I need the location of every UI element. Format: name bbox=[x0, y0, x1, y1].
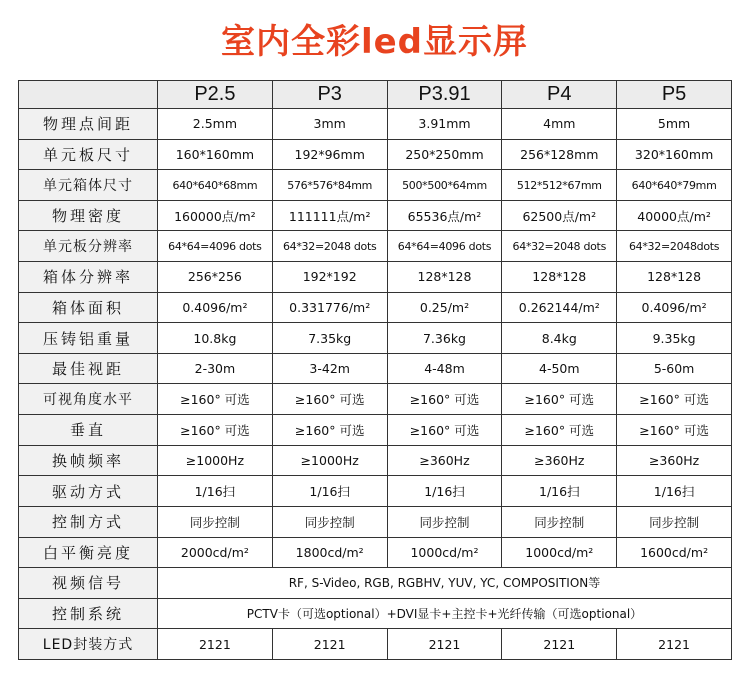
table-cell: ≥1000Hz bbox=[158, 445, 273, 476]
table-cell: 576*576*84mm bbox=[272, 170, 387, 201]
table-cell: 1000cd/m² bbox=[387, 537, 502, 568]
table-cell: 7.36kg bbox=[387, 323, 502, 354]
table-cell: 4-50m bbox=[502, 353, 617, 384]
row-label: LED封装方式 bbox=[19, 629, 158, 660]
row-label: 控制系统 bbox=[19, 598, 158, 629]
table-cell: 7.35kg bbox=[272, 323, 387, 354]
table-cell: ≥160° 可选 bbox=[158, 415, 273, 446]
table-cell: 2000cd/m² bbox=[158, 537, 273, 568]
table-cell: ≥160° 可选 bbox=[617, 415, 732, 446]
table-cell: ≥160° 可选 bbox=[502, 384, 617, 415]
header-corner-cell bbox=[19, 81, 158, 109]
table-cell: 0.25/m² bbox=[387, 292, 502, 323]
table-cell: 1000cd/m² bbox=[502, 537, 617, 568]
table-cell: 5mm bbox=[617, 109, 732, 140]
table-cell: 128*128 bbox=[502, 262, 617, 293]
table-cell: 2-30m bbox=[158, 353, 273, 384]
table-cell: 640*640*79mm bbox=[617, 170, 732, 201]
table-cell: 160*160mm bbox=[158, 139, 273, 170]
table-cell: 1/16扫 bbox=[387, 476, 502, 507]
table-cell: 0.4096/m² bbox=[617, 292, 732, 323]
table-cell: 2121 bbox=[387, 629, 502, 660]
table-cell: 3mm bbox=[272, 109, 387, 140]
table-row bbox=[19, 139, 732, 170]
table-row bbox=[19, 353, 732, 384]
row-label: 物理密度 bbox=[19, 200, 158, 231]
table-cell: ≥160° 可选 bbox=[272, 384, 387, 415]
row-label: 换帧频率 bbox=[19, 445, 158, 476]
table-cell: 同步控制 bbox=[387, 506, 502, 537]
row-label: 单元板尺寸 bbox=[19, 139, 158, 170]
table-cell: 64*64=4096 dots bbox=[387, 231, 502, 262]
table-cell: 64*32=2048 dots bbox=[502, 231, 617, 262]
table-span-cell: RF, S-Video, RGB, RGBHV, YUV, YC, COMPOSITION等 bbox=[158, 568, 732, 599]
row-label: 控制方式 bbox=[19, 506, 158, 537]
row-label: 白平衡亮度 bbox=[19, 537, 158, 568]
row-label: 物理点间距 bbox=[19, 109, 158, 140]
table-cell: ≥360Hz bbox=[502, 445, 617, 476]
table-cell: 9.35kg bbox=[617, 323, 732, 354]
table-row bbox=[19, 323, 732, 354]
table-cell: 64*64=4096 dots bbox=[158, 231, 273, 262]
table-row bbox=[19, 506, 732, 537]
column-header: P3 bbox=[272, 81, 387, 109]
table-cell: 1/16扫 bbox=[158, 476, 273, 507]
row-label: 驱动方式 bbox=[19, 476, 158, 507]
table-row bbox=[19, 537, 732, 568]
table-row bbox=[19, 292, 732, 323]
table-cell: 同步控制 bbox=[272, 506, 387, 537]
table-cell: 192*96mm bbox=[272, 139, 387, 170]
table-row bbox=[19, 629, 732, 660]
table-cell: 1/16扫 bbox=[272, 476, 387, 507]
table-cell: 256*256 bbox=[158, 262, 273, 293]
table-cell: 10.8kg bbox=[158, 323, 273, 354]
table-cell: 2121 bbox=[617, 629, 732, 660]
column-header: P5 bbox=[617, 81, 732, 109]
row-label: 视频信号 bbox=[19, 568, 158, 599]
page-title: 室内全彩led显示屏 bbox=[220, 22, 529, 62]
table-cell: 256*128mm bbox=[502, 139, 617, 170]
row-label: 箱体分辨率 bbox=[19, 262, 158, 293]
table-cell: 62500点/m² bbox=[502, 200, 617, 231]
table-cell: 4-48m bbox=[387, 353, 502, 384]
table-cell: 2121 bbox=[502, 629, 617, 660]
table-cell: 65536点/m² bbox=[387, 200, 502, 231]
table-cell: 5-60m bbox=[617, 353, 732, 384]
table-cell: ≥160° 可选 bbox=[272, 415, 387, 446]
table-cell: 250*250mm bbox=[387, 139, 502, 170]
table-row bbox=[19, 598, 732, 629]
table-cell: ≥160° 可选 bbox=[502, 415, 617, 446]
table-row bbox=[19, 200, 732, 231]
table-cell: 同步控制 bbox=[502, 506, 617, 537]
table-row bbox=[19, 476, 732, 507]
table-cell: ≥360Hz bbox=[617, 445, 732, 476]
table-cell: 320*160mm bbox=[617, 139, 732, 170]
table-cell: 160000点/m² bbox=[158, 200, 273, 231]
column-header: P4 bbox=[502, 81, 617, 109]
table-cell: ≥160° 可选 bbox=[387, 415, 502, 446]
table-row bbox=[19, 262, 732, 293]
row-label: 单元箱体尺寸 bbox=[19, 170, 158, 201]
table-cell: 0.262144/m² bbox=[502, 292, 617, 323]
table-row bbox=[19, 445, 732, 476]
table-cell: 192*192 bbox=[272, 262, 387, 293]
spec-table bbox=[18, 80, 732, 660]
table-cell: 2.5mm bbox=[158, 109, 273, 140]
table-cell: 128*128 bbox=[617, 262, 732, 293]
row-label: 最佳视距 bbox=[19, 353, 158, 384]
row-label: 压铸铝重量 bbox=[19, 323, 158, 354]
table-cell: ≥160° 可选 bbox=[158, 384, 273, 415]
table-cell: 512*512*67mm bbox=[502, 170, 617, 201]
table-cell: ≥160° 可选 bbox=[387, 384, 502, 415]
table-cell: 64*32=2048dots bbox=[617, 231, 732, 262]
row-label: 可视角度水平 bbox=[19, 384, 158, 415]
table-row bbox=[19, 170, 732, 201]
table-row bbox=[19, 568, 732, 599]
table-cell: ≥160° 可选 bbox=[617, 384, 732, 415]
row-label: 箱体面积 bbox=[19, 292, 158, 323]
table-cell: ≥1000Hz bbox=[272, 445, 387, 476]
table-row bbox=[19, 415, 732, 446]
table-cell: 128*128 bbox=[387, 262, 502, 293]
column-header: P3.91 bbox=[387, 81, 502, 109]
table-cell: 同步控制 bbox=[617, 506, 732, 537]
table-cell: 40000点/m² bbox=[617, 200, 732, 231]
table-cell: 111111点/m² bbox=[272, 200, 387, 231]
table-cell: 1/16扫 bbox=[502, 476, 617, 507]
table-row bbox=[19, 231, 732, 262]
table-header-row bbox=[19, 81, 732, 109]
table-cell: 0.4096/m² bbox=[158, 292, 273, 323]
table-cell: 2121 bbox=[272, 629, 387, 660]
table-cell: 1600cd/m² bbox=[617, 537, 732, 568]
table-row bbox=[19, 384, 732, 415]
column-header: P2.5 bbox=[158, 81, 273, 109]
table-cell: 1800cd/m² bbox=[272, 537, 387, 568]
table-cell: 8.4kg bbox=[502, 323, 617, 354]
table-cell: 64*32=2048 dots bbox=[272, 231, 387, 262]
table-cell: 3.91mm bbox=[387, 109, 502, 140]
table-cell: 1/16扫 bbox=[617, 476, 732, 507]
table-cell: 同步控制 bbox=[158, 506, 273, 537]
table-cell: 0.331776/m² bbox=[272, 292, 387, 323]
table-cell: 640*640*68mm bbox=[158, 170, 273, 201]
table-row bbox=[19, 109, 732, 140]
row-label: 单元板分辨率 bbox=[19, 231, 158, 262]
table-cell: 4mm bbox=[502, 109, 617, 140]
table-cell: 3-42m bbox=[272, 353, 387, 384]
table-cell: 2121 bbox=[158, 629, 273, 660]
table-span-cell: PCTV卡（可选optional）+DVI显卡+主控卡+光纤传输（可选optional） bbox=[158, 598, 732, 629]
table-cell: ≥360Hz bbox=[387, 445, 502, 476]
table-cell: 500*500*64mm bbox=[387, 170, 502, 201]
row-label: 垂直 bbox=[19, 415, 158, 446]
